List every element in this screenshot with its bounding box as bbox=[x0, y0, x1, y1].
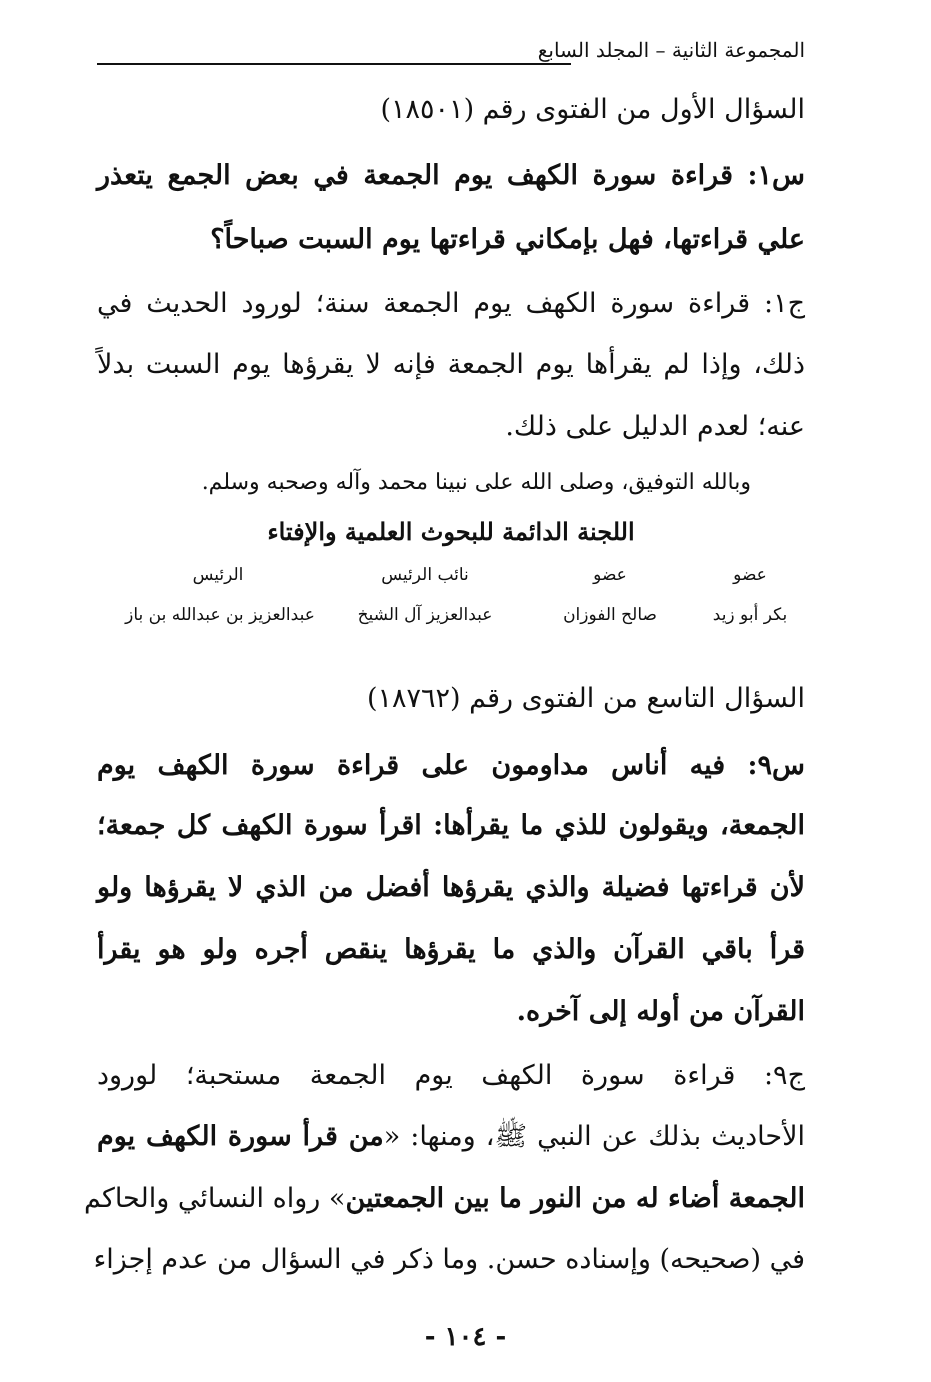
fatwa1-closing: وبالله التوفيق، وصلى الله على نبينا محمد وآله وصحبه وسلم. bbox=[201, 470, 751, 495]
signatory-name-1: بكر أبو زيد bbox=[712, 605, 788, 625]
fatwa2-question-line-3: لأن قراءتها فضيلة والذي يقرؤها أفضل من الذي لا يقرؤها ولو bbox=[97, 872, 805, 903]
fatwa2-question-line-5: القرآن من أوله إلى آخره. bbox=[516, 996, 805, 1027]
fatwa2-answer-line-2-plain: الأحاديث بذلك عن النبي ﷺ، ومنها: « bbox=[383, 1121, 805, 1152]
fatwa2-question-line-1: س٩: فيه أناس مداومون على قراءة سورة الكهف يوم bbox=[97, 750, 805, 781]
signatory-name-3: عبدالعزيز آل الشيخ bbox=[357, 605, 493, 625]
hadith-text-part-1: من قرأ سورة الكهف يوم bbox=[97, 1121, 384, 1152]
fatwa2-answer-line-4: في (صحيحه) وإسناده حسن. وما ذكر في السؤال من عدم إجزاء bbox=[93, 1244, 805, 1275]
signatory-role-4: الرئيس bbox=[192, 565, 244, 585]
fatwa2-question-line-2: الجمعة، ويقولون للذي ما يقرأها: اقرأ سورة الكهف كل جمعة؛ bbox=[97, 810, 805, 841]
fatwa2-title: السؤال التاسع من الفتوى رقم (١٨٧٦٢) bbox=[366, 683, 805, 714]
fatwa1-answer-line-2: ذلك، وإذا لم يقرأها يوم الجمعة فإنه لا يقرؤها يوم السبت بدلاً bbox=[97, 349, 805, 380]
signatory-role-3: نائب الرئيس bbox=[381, 565, 469, 585]
fatwa2-answer-line-2 bbox=[97, 1121, 805, 1153]
fatwa2-answer-line-3-plain: » رواه النسائي والحاكم bbox=[84, 1183, 346, 1214]
fatwa1-answer-line-1: ج١: قراءة سورة الكهف يوم الجمعة سنة؛ لورود الحديث في bbox=[97, 288, 806, 319]
fatwa2-answer-line-1: ج٩: قراءة سورة الكهف يوم الجمعة مستحبة؛ لورود bbox=[97, 1060, 805, 1091]
fatwa1-question-line-1: س١: قراءة سورة الكهف يوم الجمعة في بعض الجمع يتعذر bbox=[97, 160, 805, 191]
signatory-role-2: عضو bbox=[593, 565, 627, 585]
fatwa2-answer-line-3 bbox=[84, 1183, 805, 1215]
running-header bbox=[538, 38, 805, 62]
fatwa1-question-line-2: علي قراءتها، فهل بإمكاني قراءتها يوم السبت صباحاً؟ bbox=[210, 224, 805, 255]
committee-name: اللجنة الدائمة للبحوث العلمية والإفتاء bbox=[267, 517, 635, 546]
fatwa2-question-line-4: قرأ باقي القرآن والذي ما يقرؤها ينقص أجره ولو هو يقرأ bbox=[97, 934, 805, 965]
header-rule bbox=[97, 63, 571, 65]
fatwa1-answer-line-3: عنه؛ لعدم الدليل على ذلك. bbox=[505, 411, 805, 442]
signatory-name-4: عبدالعزيز بن عبدالله بن باز bbox=[125, 605, 315, 625]
running-header-text: المجموعة الثانية – المجلد السابع bbox=[537, 38, 805, 62]
hadith-text-part-2: الجمعة أضاء له من النور ما بين الجمعتين bbox=[345, 1183, 805, 1214]
page-number: - ١٠٤ - bbox=[424, 1322, 507, 1352]
signatory-role-1: عضو bbox=[733, 565, 767, 585]
fatwa1-title: السؤال الأول من الفتوى رقم (١٨٥٠١) bbox=[380, 94, 805, 125]
signatory-name-2: صالح الفوزان bbox=[563, 605, 657, 625]
